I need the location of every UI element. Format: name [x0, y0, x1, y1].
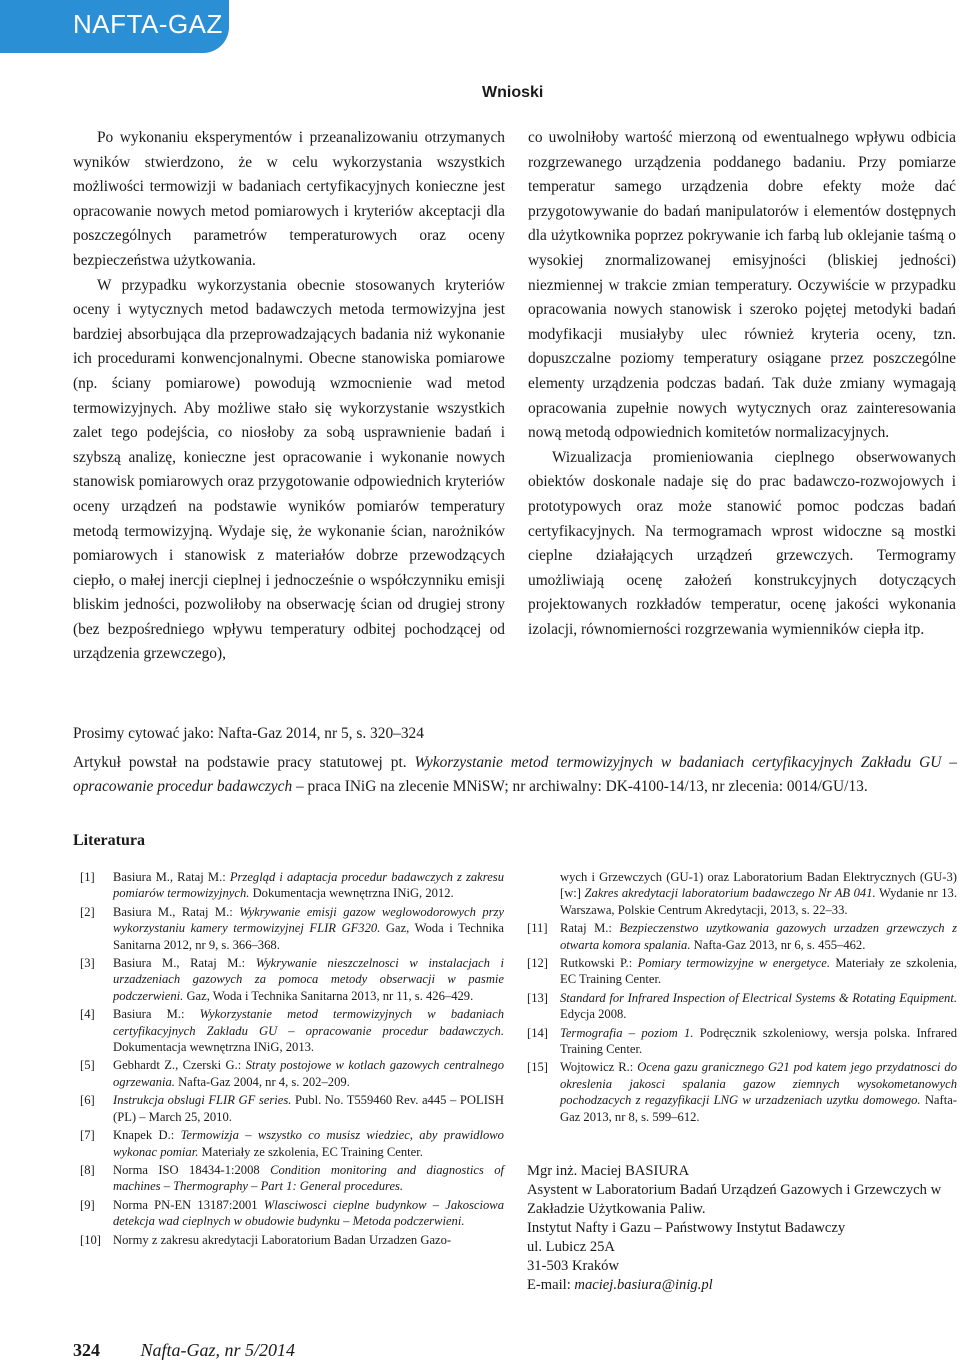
reference-title: Instrukcja obslugi FLIR GF series.	[113, 1093, 292, 1108]
paragraph: Wizualizacja promieniowania cieplnego obserwowanych obiektów doskonale nadaje się do prac badawczo-rozwojowych i prototypowych oraz może stanowić pomoc podczas badań certyfikacyjnych. Na termogramach wprost widoczne są mostki cieplne działających urządzeń grzewczych. Termogramy umożliwiają ocenę założeń konstrukcyjnych dotyczących projektowanych rozkładów temperatur, ocenę jakości wykonania izolacji, równomierności rozgrzewania wymienników ciepła itp.	[528, 448, 956, 638]
reference-title: Przegląd i adaptacja procedur badawczych z zakresu pomiarów termowizyjnych.	[113, 870, 504, 901]
reference-item	[527, 920, 957, 953]
reference-text	[113, 1057, 504, 1090]
author-info	[527, 1162, 957, 1295]
footer-journal: Nafta-Gaz, nr 5/2014	[140, 1340, 296, 1360]
reference-author: Wojtowicz R.:	[560, 1060, 638, 1075]
reference-text	[113, 1232, 504, 1248]
reference-number: [4]	[80, 1007, 95, 1022]
reference-text	[113, 1197, 504, 1230]
references-left	[80, 869, 504, 1250]
reference-details: Gaz, Woda i Technika Sanitarna 2012, nr 9, s. 366–368.	[113, 921, 504, 952]
reference-number: [3]	[80, 956, 95, 971]
reference-author: Knapek D.:	[113, 1128, 181, 1143]
reference-details: Materiały ze szkolenia, EC Training Center.	[560, 956, 957, 987]
paragraph: Po wykonaniu eksperymentów i przeanalizowaniu otrzymanych wyników stwierdzono, że w celu wykorzystania wszystkich możliwości termowizji w badaniach certyfikacyjnych konieczne jest opracowanie nowych metod pomiarowych i kryteriów akceptacji dla poszczególnych parametrów temperaturowych oraz oceny bezpieczeństwa użytkowania.	[73, 129, 505, 269]
paragraph: co uwolniłoby wartość mierzoną od ewentualnego wpływu odbicia rozgrzewanego urządzenia poddanego badaniu. Przy pomiarze temperatur samego urządzenia dobre efekty może dać przygotowywanie do badań manipulatorów i elementów dostępnych dla użytkownika poprzez pokrywanie ich farbą lub oklejanie taśmą o wysokiej znormalizowanej emisyjności (bliskiej jedności) niezmiennej w trakcie zmian temperatury. Oczywiście w przypadku opracowania nowych stanowisk i szeroko pojętej metodyki badań modyfikacji musiałyby ulec również kryteria oceny, tzn. dopuszczalne poziomy temperatury osiągane przez poszczególne elementy urządzenia podczas badań. Tak duże zmiany wymagają opracowania zupełnie nowych wytycznych oraz zainteresowania nową metodą odpowiednich komitetów normalizacyjnych.	[528, 129, 956, 442]
reference-details: Wydanie nr 13. Warszawa, Polskie Centrum Akredytacji, 2013, s. 22–33.	[560, 886, 957, 917]
reference-item	[80, 955, 504, 1004]
reference-text	[113, 955, 504, 1004]
reference-number: [9]	[80, 1197, 95, 1212]
reference-author: Basiura M., Rataj M.:	[113, 870, 230, 884]
reference-number: [2]	[80, 904, 95, 919]
reference-details: Gaz, Woda i Technika Sanitarna 2013, nr 11, s. 426–429.	[183, 988, 474, 1003]
reference-number: [14]	[527, 1025, 548, 1040]
reference-title: Standard for Infrared Inspection of Electrical Systems & Rotating Equipment.	[560, 990, 957, 1005]
right-text-column	[528, 126, 956, 642]
article-note-title: Wykorzystanie metod termowizyjnych w badaniach certyfikacyjnych Zakładu GU – opracowanie procedur badawczych	[73, 754, 957, 795]
reference-title: Termowizja – wszystko co musisz wiedziec, aby prawidlowo wykonac pomiar.	[113, 1128, 504, 1159]
reference-text	[560, 955, 957, 988]
reference-author: Normy z zakresu akredytacji Laboratorium Badan Urzadzen Gazo-	[113, 1232, 452, 1247]
reference-title: Wlasciwosci cieplne budynkow – Jakosciowa detekcja wad cieplnych w obudowie budynku – Metoda podczerwieni.	[113, 1197, 504, 1229]
reference-item	[80, 869, 504, 902]
reference-text	[560, 920, 957, 953]
reference-details: Nafta-Gaz 2004, nr 4, s. 202–209.	[174, 1074, 350, 1089]
reference-number: [11]	[527, 921, 548, 936]
author-position: Asystent w Laboratorium Badań Urządzeń Gazowych i Grzewczych w Zakładzie Użytkowania Paliw.	[527, 1182, 942, 1217]
reference-item	[80, 1092, 504, 1125]
reference-title: Straty postojowe w kotlach gazowych centralnego ogrzewania.	[113, 1058, 504, 1089]
reference-details: Edycja 2008.	[560, 1007, 627, 1022]
reference-title: Zakres akredytacji laboratorium badawczego Nr AB 041.	[584, 886, 876, 901]
reference-author: Basiura M., Rataj M.:	[113, 956, 256, 971]
reference-text	[113, 1092, 504, 1125]
reference-author: Gebhardt Z., Czerski G.:	[113, 1058, 246, 1073]
reference-item	[80, 1057, 504, 1090]
reference-details: Materiały ze szkolenia, EC Training Center.	[198, 1144, 423, 1159]
reference-number: [13]	[527, 990, 548, 1005]
reference-text	[560, 990, 957, 1023]
page-footer	[73, 1340, 295, 1361]
reference-item	[80, 904, 504, 953]
reference-details: Publ. No. T559460 Rev. a445 – POLISH (PL) – March 25, 2010.	[113, 1093, 504, 1124]
reference-text	[113, 1127, 504, 1160]
reference-title: Wykrywanie emisji gazow weglowodorowych przy wykorzystaniu kamery termowizyjnej FLIR GF320.	[113, 904, 505, 936]
article-note	[73, 751, 957, 799]
article-note-prefix: Artykuł powstał na podstawie pracy statutowej pt.	[73, 754, 415, 771]
reference-number: [5]	[80, 1058, 95, 1073]
reference-author: Basiura M., Rataj M.:	[113, 904, 240, 919]
reference-number: [6]	[80, 1093, 95, 1108]
reference-item	[80, 1197, 504, 1230]
reference-title: Wykrywanie nieszczelnosci w instalacjach i urzadzeniach gazowych za pomoca metody obserwacji w pasmie podczerwieni.	[113, 956, 504, 1003]
reference-text	[113, 1162, 504, 1195]
reference-text	[560, 1025, 957, 1058]
paragraph: W przypadku wykorzystania obecnie stosowanych kryteriów oceny i wytycznych metod badawczych metoda termowizyjna jest bardziej absorbująca dla przeprowadzających badania niż wykonanie ich procedurami konwencjonalnymi. Obecne stanowiska pomiarowe (np. ściany pomiarowe) powodują wzmocnienie wad metod termowizyjnych. Aby możliwe stało się wykorzystanie wszystkich zalet tego podejścia, co niosłoby za sobą usprawnienie badań i szybszą analizę, konieczne jest opracowanie i wykonanie nowych stanowisk pomiarowych oraz przygotowanie odpowiednich kryteriów oceny urządzeń na podstawie wyników pomiarów temperatury metodą termowizyjną. Wydaje się, że wykonanie ścian, narożników pomiarowych i stanowisk z materiałów dobrze przewodzących ciepło, o małej inercji cieplnej i jednocześnie o współczynniku emisji bliskim jedności, pozwoliłoby na obserwację ścian od drugiej strony (bez bezpośredniego wpływu temperatury odbitej pochodzącej od urządzenia grzewczego),	[73, 276, 505, 663]
reference-details: Dokumentacja wewnętrzna INiG, 2013.	[113, 1040, 315, 1055]
author-institute: Instytut Nafty i Gazu – Państwowy Instytut Badawczy	[527, 1220, 846, 1236]
reference-author: Norma PN-EN 13187:2001	[113, 1197, 264, 1212]
section-title: Wnioski	[482, 84, 544, 101]
reference-author: Rataj M.:	[560, 921, 620, 936]
reference-title: Wykorzystanie metod termowizyjnych w badaniach certyfikacyjnych Zakladu GU – opracowanie procedur badawczych.	[113, 1007, 504, 1038]
reference-item	[527, 990, 957, 1023]
reference-text	[527, 869, 957, 918]
reference-number: [15]	[527, 1060, 548, 1075]
reference-number: [8]	[80, 1162, 95, 1177]
reference-author: Norma ISO 18434-1:2008	[113, 1162, 271, 1177]
reference-text	[113, 904, 504, 953]
reference-title: Condition monitoring and diagnostics of machines – Thermography – Part 1: General procedures.	[113, 1162, 504, 1194]
article-note-suffix: – praca INiG na zlecenie MNiSW; nr archiwalny: DK-4100-14/13, nr zlecenia: 0014/GU/13.	[292, 778, 868, 795]
author-email	[527, 1276, 957, 1295]
reference-title: Pomiary termowizyjne w energetyce.	[637, 956, 830, 971]
reference-text	[113, 1006, 504, 1055]
reference-item	[80, 1127, 504, 1160]
reference-item	[527, 955, 957, 988]
left-text-column	[73, 126, 505, 667]
reference-item	[527, 1025, 957, 1058]
reference-title: Ocena gazu granicznego G21 pod katem jego przydatnosci do okreslenia jakosci spalania gazow ziemnych wysokometanowych pochodzacych z regazyfikacji LNG w urzadzeniach uzytku domowego.	[560, 1060, 957, 1108]
reference-item	[80, 1162, 504, 1195]
citation-note: Prosimy cytować jako: Nafta-Gaz 2014, nr 5, s. 320–324	[73, 725, 424, 742]
reference-text	[113, 869, 504, 902]
author-city: 31-503 Kraków	[527, 1258, 620, 1274]
author-name: Mgr inż. Maciej BASIURA	[527, 1163, 690, 1179]
reference-details: Nafta-Gaz 2013, nr 6, s. 455–462.	[690, 937, 866, 952]
reference-number: [1]	[80, 870, 95, 884]
reference-details: Nafta-Gaz 2013, nr 8, s. 599–612.	[560, 1093, 957, 1124]
page-number: 324	[73, 1340, 100, 1360]
reference-item	[80, 1232, 504, 1248]
reference-author: Rutkowski P.:	[560, 956, 638, 971]
reference-item	[527, 1059, 957, 1125]
reference-item	[80, 1006, 504, 1055]
reference-details: Dokumentacja wewnętrzna INiG, 2012.	[249, 886, 454, 901]
reference-number: [10]	[80, 1232, 101, 1247]
reference-number: [12]	[527, 956, 548, 971]
author-street: ul. Lubicz 25A	[527, 1239, 615, 1255]
reference-text	[560, 1059, 957, 1125]
reference-item	[527, 869, 957, 918]
literature-heading: Literatura	[73, 832, 145, 849]
author-email-link[interactable]: maciej.basiura@inig.pl	[574, 1277, 713, 1293]
reference-author: wych i Grzewczych (GU-1) oraz Laboratorium Badan Elektrycznych (GU-3) [w:]	[560, 870, 957, 901]
journal-name: NAFTA-GAZ	[73, 9, 223, 39]
reference-title: Bezpieczenstwo uzytkowania gazowych urzadzen grzewczych z otwarta komora spalania.	[560, 921, 957, 952]
reference-number: [7]	[80, 1128, 95, 1143]
author-email-label: E-mail:	[527, 1277, 575, 1293]
references-right	[527, 869, 957, 1127]
reference-details: Podręcznik szkoleniowy, wersja polska. Infrared Training Center.	[560, 1025, 957, 1057]
reference-author: Basiura M.:	[113, 1007, 200, 1022]
reference-title: Termografia – poziom 1.	[560, 1025, 694, 1040]
